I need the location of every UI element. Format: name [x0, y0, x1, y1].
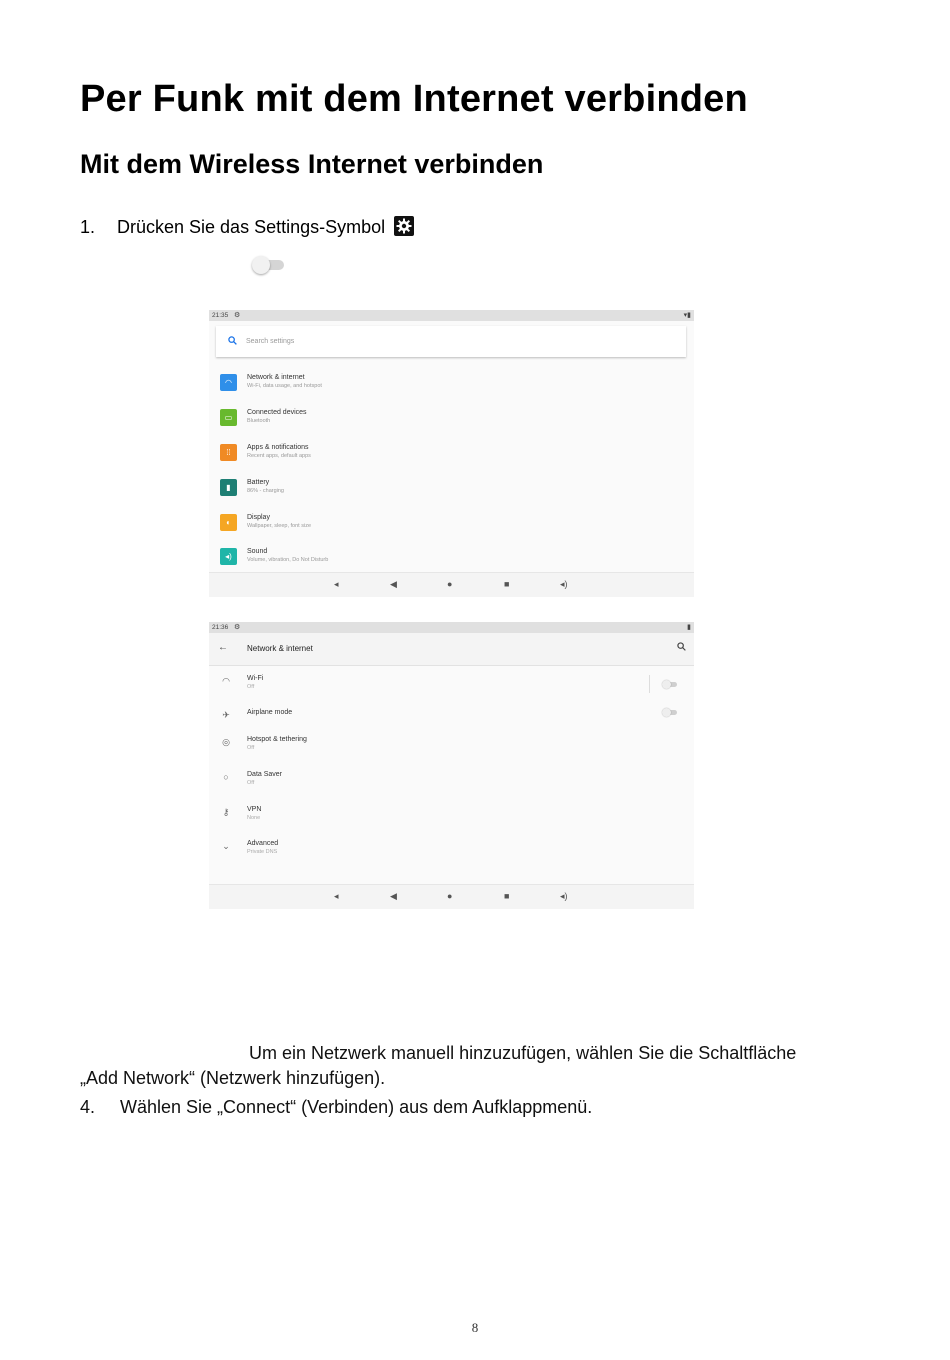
- page-title: Per Funk mit dem Internet verbinden: [80, 78, 748, 120]
- item-subtitle: Bluetooth: [247, 418, 271, 424]
- item-subtitle: Private DNS: [247, 849, 278, 855]
- item-label: Network & internet: [247, 374, 305, 381]
- chevron-down-icon: ⌄: [222, 841, 230, 851]
- item-subtitle: Wi-Fi, data usage, and hotspot: [247, 383, 322, 389]
- item-label: Data Saver: [247, 771, 283, 778]
- status-bar: [209, 622, 694, 633]
- item-label: Apps & notifications: [247, 444, 309, 451]
- network-internet-screenshot: [209, 622, 694, 909]
- step-text: Wählen Sie „Connect“ (Verbinden) aus dem Aufklappmenü.: [120, 1097, 593, 1117]
- recents-icon[interactable]: ■: [504, 579, 510, 589]
- item-label: Airplane mode: [247, 709, 293, 716]
- navigation-bar: [209, 572, 694, 597]
- item-subtitle: Volume, vibration, Do Not Disturb: [247, 557, 329, 563]
- settings-item-apps[interactable]: [209, 442, 694, 472]
- item-subtitle: Wallpaper, sleep, font size: [247, 523, 311, 529]
- divider: [649, 675, 650, 693]
- item-subtitle: Off: [247, 684, 255, 690]
- volume-up-icon[interactable]: ◂): [560, 891, 568, 901]
- screen-title: Network & internet: [247, 644, 313, 653]
- hotspot-icon: ◎: [222, 737, 230, 747]
- item-subtitle: Off: [247, 745, 255, 751]
- instruction-line-2: „Add Network“ (Netzwerk hinzufügen).: [80, 1068, 386, 1088]
- wifi-icon: ◠: [222, 676, 230, 686]
- settings-item-connected-devices[interactable]: [209, 407, 694, 437]
- step-1: [80, 216, 414, 238]
- sound-icon: ◂): [220, 548, 237, 565]
- search-placeholder: Search settings: [246, 338, 295, 345]
- item-label: Battery: [247, 479, 270, 486]
- search-icon[interactable]: [677, 642, 686, 653]
- toggle-switch: [252, 256, 284, 272]
- page-number: 8: [471, 1320, 479, 1335]
- gear-icon: [394, 216, 414, 236]
- gear-icon: ⚙: [234, 312, 241, 319]
- step-number: 4.: [80, 1097, 96, 1117]
- settings-item-network[interactable]: [209, 372, 694, 402]
- search-input[interactable]: [216, 326, 686, 357]
- settings-screenshot: [209, 310, 694, 597]
- devices-icon: ▭: [220, 409, 237, 426]
- wifi-toggle[interactable]: [662, 680, 678, 688]
- search-icon: [228, 336, 237, 347]
- home-icon[interactable]: ●: [447, 891, 453, 901]
- item-subtitle: None: [247, 815, 261, 821]
- status-bar: [209, 310, 694, 321]
- battery-icon: ▮: [687, 624, 691, 631]
- item-label: Advanced: [247, 840, 279, 847]
- volume-up-icon[interactable]: ◂): [560, 579, 568, 589]
- item-label: Wi-Fi: [247, 675, 264, 682]
- volume-down-icon[interactable]: ◂: [334, 891, 339, 901]
- battery-icon: ▮: [220, 479, 237, 496]
- network-item-airplane[interactable]: [209, 706, 694, 736]
- network-item-advanced[interactable]: [209, 837, 694, 867]
- airplane-toggle[interactable]: [662, 708, 678, 716]
- settings-item-battery[interactable]: [209, 477, 694, 507]
- settings-item-display[interactable]: [209, 512, 694, 542]
- volume-down-icon[interactable]: ◂: [334, 579, 339, 589]
- step-4: [80, 1097, 592, 1118]
- back-arrow-icon[interactable]: ←: [218, 642, 228, 653]
- display-icon: ◐: [220, 514, 237, 531]
- wifi-battery-icon: ▾▮: [683, 312, 691, 319]
- instruction-line-1: Um ein Netzwerk manuell hinzuzufügen, wählen Sie die Schaltfläche: [249, 1043, 797, 1063]
- app-bar: [209, 633, 694, 666]
- item-label: VPN: [247, 806, 262, 813]
- step-text: Drücken Sie das Settings-Symbol: [117, 217, 386, 237]
- home-icon[interactable]: ●: [447, 579, 453, 589]
- network-item-wifi[interactable]: [209, 672, 694, 702]
- item-subtitle: 86% - charging: [247, 488, 284, 494]
- wifi-icon: ◠: [220, 374, 237, 391]
- back-icon[interactable]: ◀: [390, 579, 397, 589]
- network-item-hotspot[interactable]: [209, 733, 694, 763]
- data-saver-icon: ○: [223, 772, 229, 782]
- item-label: Display: [247, 514, 270, 521]
- apps-icon: ⁞⁞: [220, 444, 237, 461]
- back-icon[interactable]: ◀: [390, 891, 397, 901]
- status-time: 21:35: [212, 312, 229, 319]
- navigation-bar: [209, 884, 694, 909]
- item-subtitle: Recent apps, default apps: [247, 453, 311, 459]
- item-subtitle: Off: [247, 780, 255, 786]
- network-item-vpn[interactable]: [209, 803, 694, 833]
- item-label: Hotspot & tethering: [247, 736, 307, 743]
- vpn-icon: ⚷: [222, 807, 230, 817]
- network-item-data-saver[interactable]: [209, 768, 694, 798]
- gear-icon: ⚙: [234, 624, 241, 631]
- item-label: Connected devices: [247, 409, 307, 416]
- step-number: 1.: [80, 217, 96, 237]
- section-subtitle: Mit dem Wireless Internet verbinden: [80, 149, 544, 179]
- airplane-icon: ✈: [222, 710, 230, 720]
- status-time: 21:36: [212, 624, 229, 631]
- item-label: Sound: [247, 548, 268, 555]
- recents-icon[interactable]: ■: [504, 891, 510, 901]
